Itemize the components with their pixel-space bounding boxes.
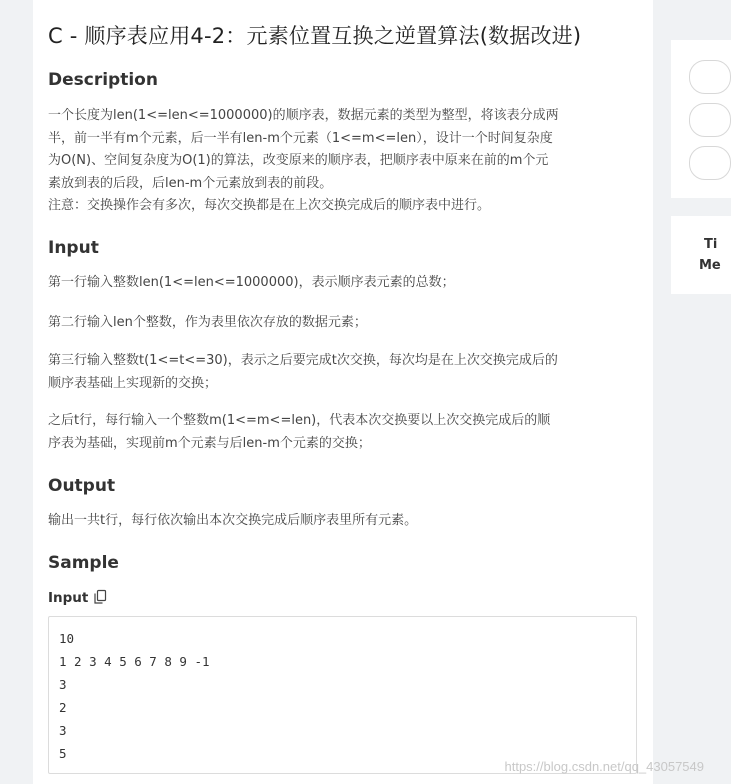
copy-icon[interactable] <box>94 590 106 604</box>
side-button-3[interactable] <box>689 146 731 180</box>
input-paragraph-4: 之后t行，每行输入一个整数m(1<=m<=len)，代表本次交换要以上次交换完成后的顺 序表为基础，实现前m个元素与后len-m个元素的交换； <box>48 413 551 451</box>
watermark: https://blog.csdn.net/qq_43057549 <box>504 759 704 774</box>
sample-input-label <box>48 590 106 606</box>
sample-input-label-text: Input <box>48 590 89 606</box>
output-text: 输出一共t行，每行依次输出本次交换完成后顺序表里所有元素。 <box>48 513 418 528</box>
side-button-1[interactable] <box>689 60 731 94</box>
input-paragraph-3: 第三行输入整数t(1<=t<=30)，表示之后要完成t次交换，每次均是在上次交换完成后的 顺序表基础上实现新的交换； <box>48 353 558 391</box>
side-button-2[interactable] <box>689 103 731 137</box>
sample-heading: Sample <box>48 553 119 573</box>
input-paragraph-1: 第一行输入整数len(1<=len<=1000000)，表示顺序表元素的总数； <box>48 275 455 290</box>
output-heading: Output <box>48 476 116 496</box>
side-action-panel <box>671 40 731 198</box>
sample-input-box[interactable] <box>48 616 637 774</box>
problem-title: C - 顺序表应用4-2：元素位置互换之逆置算法(数据改进) <box>48 24 582 48</box>
sample-input-content: 10 1 2 3 4 5 6 7 8 9 -1 3 2 3 5 <box>59 631 210 761</box>
description-heading: Description <box>48 70 158 90</box>
side-info-line-1: Ti <box>704 237 718 252</box>
input-paragraph-2: 第二行输入len个整数，作为表里依次存放的数据元素； <box>48 315 367 330</box>
description-text: 一个长度为len(1<=len<=1000000)的顺序表，数据元素的类型为整型，将该表分成两 半，前一半有m个元素，后一半有len-m个元素（1<=m<=len），设计一个时间复杂度 为O(N)、空间复杂度为O(1)的算法，改变原来的顺序表，把顺序表中原来在前的m个元 素放到表的后段，后len-m个元素放到表的前段。 注意：交换操作会有多次，每次交换都是在上次交换完成后的顺序表中进行。 <box>48 108 559 213</box>
side-info-panel <box>671 216 731 294</box>
problem-card <box>33 0 653 784</box>
side-info-line-2: Me <box>699 258 721 273</box>
input-heading: Input <box>48 238 99 258</box>
